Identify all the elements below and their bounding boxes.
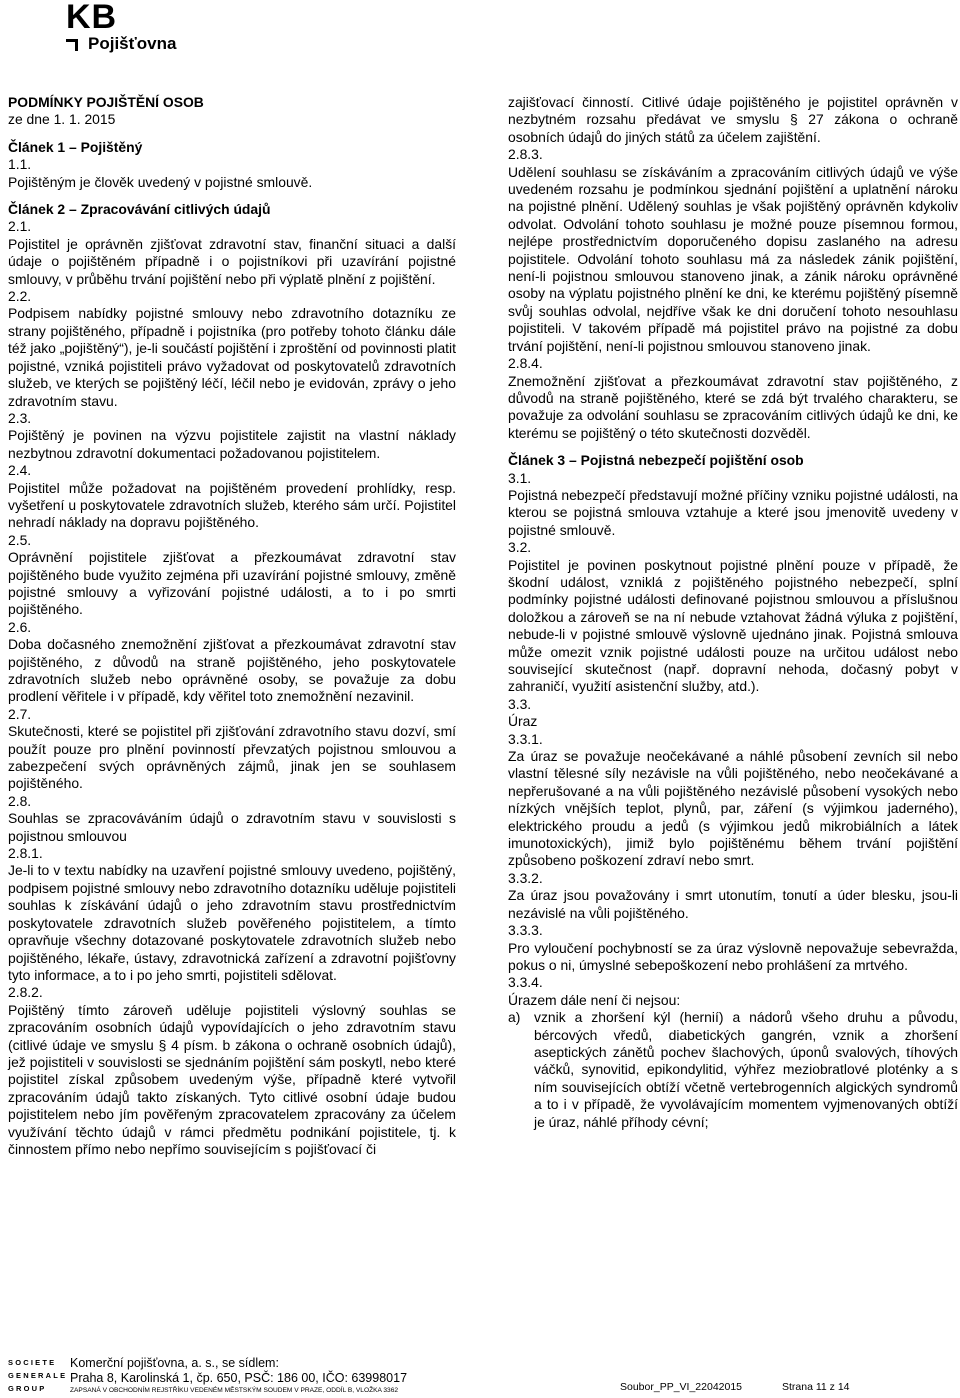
- paragraph: Úrazem dále není či nejsou:: [508, 991, 681, 1008]
- paragraph: Pojistitel je oprávněn zjišťovat zdravotní stav, finanční situaci a další údaje o pojištěném případně i o pojistníkovi při uzavírání pojistné smlouvy, v průběhu trvání pojištění nebo při výplatě plnění z pojištění.: [8, 235, 456, 287]
- footer-page-number: Strana 11 z 14: [782, 1381, 850, 1393]
- clause-number: 2.8.3.: [508, 146, 543, 163]
- paragraph: Pojištěný tímto zároveň uděluje pojistiteli výslovný souhlas se zpracováním osobních údajů vypovídajících o jeho zdravotním stavu (citlivé údaje ve smyslu § 4 písm. b zákona o ochraně osobních údajů), jež pojistiteli v souvislosti se sjednáním pojištění sám poskytl, nebo které pojistitel získal způsobem uvedeným výše, případně které vytvořil zpracováním údajů takto získaných. Tyto citlivé osobní údaje budou pojistitelem nebo jím pověřeným zpracovatelem zpracovány za účelem využívání těchto údajů v rámci předmětu podnikání pojistitele, tj. k činnostem přímo nebo nepřímo souvisejícím s pojišťovací či: [8, 1001, 456, 1157]
- clause-number: 2.5.: [8, 531, 32, 548]
- sg-line-2: GENERALE: [8, 1371, 68, 1380]
- clause-number: 2.8.: [8, 792, 32, 809]
- clause-number: 1.1.: [8, 156, 32, 173]
- clause-number: 2.7.: [8, 705, 32, 722]
- clause-number: 2.6.: [8, 618, 32, 635]
- section-heading: Článek 1 – Pojištěný: [8, 138, 143, 155]
- paragraph: Za úraz jsou považovány i smrt utonutím, tonutí a úder blesku, jsou-li nezávislé na vůli pojištěného.: [508, 887, 958, 921]
- paragraph: Úraz: [508, 713, 538, 730]
- societe-generale-logo: [8, 1356, 67, 1395]
- paragraph: Je-li to v textu nabídky na uzavření pojistné smlouvy uvedeno, pojištěný, podpisem pojistné smlouvy nebo zdravotního dotazníku uděluje pojistiteli souhlas k získávání údajů o jeho zdravotním stavu prostřednictvím poskytovatele zdravotních služeb pověřeného pojistitelem, a tímto opravňuje všechny dotazované poskytovatele zdravotních služeb nebo pojištěného, lékaře, ústavy, zdravotnická zařízení a zdravotní pojišťovny tyto informace, a to i po jeho smrti, pojistiteli sdělovat.: [8, 862, 456, 983]
- clause-number: 2.8.1.: [8, 845, 43, 862]
- footer-file-name: Soubor_PP_VI_22042015: [620, 1381, 743, 1393]
- footer-company: Komerční pojišťovna, a. s., se sídlem:: [70, 1356, 279, 1370]
- paragraph: Skutečnosti, které se pojistitel při zjišťování zdravotního stavu dozví, smí použít pouze pro plnění povinností převzatých pojistnou smlouvou a zabezpečení svých oprávněných zájmů, jinak jen se souhlasem pojištěného.: [8, 723, 456, 792]
- paragraph: Udělení souhlasu se získáváním a zpracováním citlivých údajů ve výše uvedeném rozsahu je podmínkou sjednání pojištění a uplatnění nároku na pojistné plnění. Udělený souhlas je však pojištěný oprávněn kdykoliv odvolat. Odvolání tohoto souhlasu je možné pouze písemnou formou, nejlépe prostřednictvím doporučeného dopisu zaslaného na adresu pojistitele. Odvolání tohoto souhlasu má za následek zánik pojištění, není-li pojistnou smlouvou stanoveno jinak, a zánik nároku oprávněné osoby na výplatu pojistného plnění ke dni, ke kterému pojištěný písemně svůj souhlas odvolal, nejdříve však ke dni doručení tohoto nesouhlasu pojistiteli. V takovém případě má pojistitel právo na pojistné za dobu trvání pojištění, není-li pojistnou smlouvou stanoveno jinak.: [508, 163, 958, 354]
- logo-subtitle: [66, 34, 176, 54]
- paragraph: Souhlas se zpracováváním údajů o zdravotním stavu v souvislosti s pojistnou smlouvou: [8, 810, 456, 844]
- logo-bracket-icon: [66, 39, 78, 51]
- paragraph: Pro vyloučení pochybností se za úraz výslovně nepovažuje sebevražda, pokus o ni, úmyslné sebepoškození nebo prohlášení za mrtvého.: [508, 939, 958, 973]
- clause-number: 2.8.4.: [508, 355, 543, 372]
- clause-number: 2.3.: [8, 409, 32, 426]
- section-heading: PODMÍNKY POJIŠTĚNÍ OSOB: [8, 94, 204, 110]
- right-text-column: [508, 94, 958, 1131]
- paragraph-spacer: [508, 442, 958, 452]
- paragraph: Pojistitel může požadovat na pojištěném provedení prohlídky, resp. vyšetření u poskytovatele zdravotních služeb, kterého sám určí. Pojistitel nehradí náklady na dopravu pojištěného.: [8, 479, 456, 531]
- footer-register: ZAPSANÁ V OBCHODNÍM REJSTŘÍKU VEDENÉM MĚSTSKÝM SOUDEM V PRAZE, ODDÍL B, VLOŽKA 3362: [70, 1387, 399, 1394]
- clause-number: 2.8.2.: [8, 984, 43, 1001]
- clause-number: 2.2.: [8, 288, 32, 305]
- section-heading: Článek 3 – Pojistná nebezpečí pojištění osob: [508, 452, 804, 469]
- paragraph: Pojištěný je povinen na výzvu pojistitele zajistit na vlastní náklady nezbytnou zdravotní dokumentaci požadovanou pojistitelem.: [8, 427, 456, 461]
- clause-number: 3.3.2.: [508, 869, 543, 886]
- clause-number: 3.3.4.: [508, 974, 543, 991]
- logo-subtitle-text: Pojišťovna: [88, 34, 177, 53]
- list-item: [508, 1009, 958, 1131]
- paragraph: Doba dočasného znemožnění zjišťovat a přezkoumávat zdravotní stav pojištěného, z důvodů na straně pojištěného, jeho poskytovatele zdravotních služeb nebo oprávněné osoby, se považuje za dobu prodlení věřitele i v případě, kdy věřitel toto znemožnění nezavinil.: [8, 636, 456, 705]
- kb-pojistovna-logo: [66, 2, 176, 54]
- clause-number: 3.3.3.: [508, 922, 543, 939]
- logo-kb-text: KB: [66, 0, 118, 36]
- paragraph: ze dne 1. 1. 2015: [8, 111, 116, 128]
- clause-number: 3.1.: [508, 469, 532, 486]
- paragraph: Znemožnění zjišťovat a přezkoumávat zdravotní stav pojištěného, z důvodů na straně pojištěného, které se zdá být trvalého charakteru, se považuje za odvolání souhlasu se zpracováním citlivých údajů ke dni, ke kterému se pojištěný o této skutečnosti dozvěděl.: [508, 372, 958, 441]
- clause-number: 3.2.: [508, 539, 532, 556]
- left-text-column: [8, 94, 456, 1158]
- clause-number: 3.3.: [508, 695, 532, 712]
- page-footer: [0, 1352, 960, 1398]
- paragraph: Pojistitel je povinen poskytnout pojistné plnění pouze v případě, že škodní událost, vzniklá z pojištěného pojistného nebezpečí, splní podmínky pojistné události definované pojistnou smlouvou a příslušnou doložkou a zároveň se na ní nebude vztahovat žádná výluka z pojištění, nebude-li v pojistné smlouvě výslovně ujednáno jinak. Pojistná smlouva může omezit vznik pojistné události pouze na určitou událost nebo související skutečnost (např. dopravní nehoda, dočasný pobyt v zahraničí, využití asistenční služby, atd.).: [508, 556, 958, 695]
- sg-line-3: GROUP: [8, 1384, 47, 1393]
- section-heading: Článek 2 – Zpracovávání citlivých údajů: [8, 201, 271, 218]
- paragraph: Podpisem nabídky pojistné smlouvy nebo zdravotního dotazníku ze strany pojištěného, případně i pojistníka (pro potřeby tohoto článku dále též jako „pojištěný“), je-li součástí pojištění i zproštění od povinnosti platit pojistné, vzniká pojistiteli právo vyžadovat od poskytovatelů zdravotních služeb, ve kterých se pojištěný léčí, léčil nebo je evidován, zprávy o jeho zdravotním stavu.: [8, 305, 456, 409]
- paragraph: Pojištěným je člověk uvedený v pojistné smlouvě.: [8, 173, 313, 190]
- list-item-text: vznik a zhoršení kýl (hernií) a nádorů všeho druhu a původu, bércových vředů, diabetických gangrén, vznik a zhoršení aseptických zánětů pochev šlachových, úponů svalových, tíhových váčků, synovitid, epikondylitid, výhřez meziobratlové ploténky a s ním souvisejících obtíží včetně vertebrogenních algických syndromů a to i v případě, že vyvolávajícím momentem vyjmenovaných obtíží je úraz, náhlé příhody cévní;: [534, 1009, 958, 1130]
- clause-number: 2.1.: [8, 218, 32, 235]
- footer-address: Praha 8, Karolinská 1, čp. 650, PSČ: 186 00, IČO: 63998017: [70, 1371, 408, 1385]
- paragraph: Oprávnění pojistitele zjišťovat a přezkoumávat zdravotní stav pojištěného bude využito zejména při uzavírání pojistné smlouvy, změně pojistné smlouvy a vyřizování pojistné události, a to i po smrti pojištěného.: [8, 549, 456, 618]
- paragraph-spacer: [8, 191, 456, 201]
- clause-number: 2.4.: [8, 462, 32, 479]
- paragraph: Za úraz se považuje neočekávané a náhlé působení zevních sil nebo vlastní tělesné síly nezávisle na vůli pojištěného, nebo neočekávané a nepřerušované a na vůli pojištěného nezávislé působení vysokých nebo nízkých vnějších teplot, plynů, par, záření (s výjimkou jaderného), elektrického proudu a jedů (s výjimkou jedů mikrobiálních a látek imunotoxických), jimiž bylo pojištěnému během trvání pojištění způsobeno poškození zdraví nebo smrt.: [508, 748, 958, 869]
- list-marker: a): [508, 1009, 521, 1026]
- sg-line-1: SOCIETE: [8, 1358, 57, 1367]
- clause-number: 3.3.1.: [508, 730, 543, 747]
- paragraph: Pojistná nebezpečí představují možné příčiny vzniku pojistné události, na kterou se pojistná smlouva vztahuje a které jsou jmenovitě uvedeny v pojistné smlouvě.: [508, 486, 958, 538]
- paragraph-spacer: [8, 129, 456, 139]
- paragraph: zajišťovací činností. Citlivé údaje pojištěného je pojistitel oprávněn v nezbytném rozsahu předávat ve smyslu § 27 zákona o ochraně osobních údajů do jiných států za účelem zajištění.: [508, 94, 958, 145]
